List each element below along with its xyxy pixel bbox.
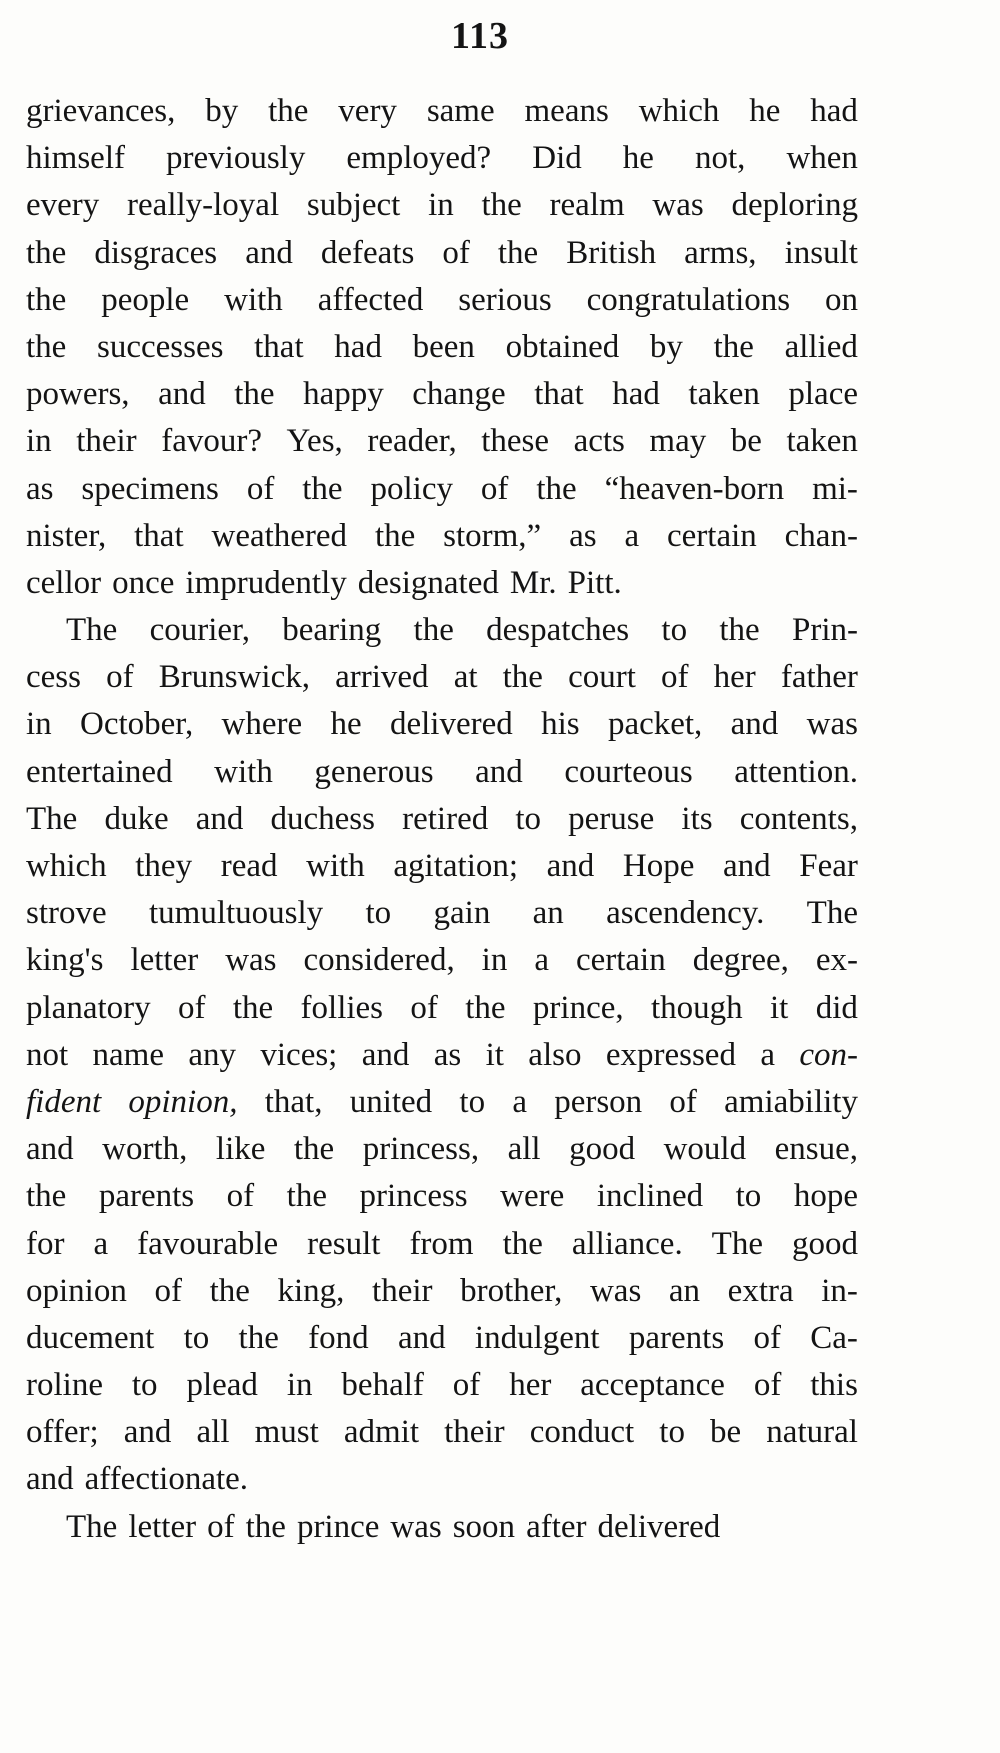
text-line: ducement to the fond and indulgent parents of Ca- [26, 1319, 858, 1356]
text-line: which they read with agitation; and Hope and Fear [26, 848, 858, 884]
text-line: offer; and all must admit their conduct to be natural [26, 1414, 858, 1451]
text-line: planatory of the follies of the prince, though it did [26, 989, 858, 1026]
text-line: himself previously employed? Did he not, when [26, 140, 858, 177]
text-line: strove tumultuously to gain an ascendency. The [26, 895, 858, 932]
text-line: cess of Brunswick, arrived at the court of her father [26, 659, 858, 696]
text-line: powers, and the happy change that had taken place [26, 376, 858, 413]
text-line: entertained with generous and courteous attention. [26, 753, 858, 790]
text-line: The duke and duchess retired to peruse its contents, [26, 800, 858, 837]
text-line: The courier, bearing the despatches to the Prin- [66, 612, 858, 649]
text-line: for a favourable result from the alliance. The good [26, 1225, 858, 1262]
text-line: in their favour? Yes, reader, these acts may be taken [26, 423, 858, 460]
text-line: every really-loyal subject in the realm was deploring [26, 187, 858, 224]
text-line: roline to plead in behalf of her acceptance of this [26, 1367, 858, 1404]
text-line: opinion of the king, their brother, was an extra in- [26, 1272, 858, 1309]
body-text [26, 88, 858, 1551]
text-line: The letter of the prince was soon after delivered [66, 1508, 721, 1545]
text-line: the parents of the princess were inclined to hope [26, 1178, 858, 1215]
text-line: nister, that weathered the storm,” as a certain chan- [26, 517, 858, 554]
page-number: 113 [451, 15, 509, 57]
text-line: the disgraces and defeats of the British arms, insult [26, 234, 858, 271]
text-line: grievances, by the very same means which he had [26, 93, 858, 129]
text-line: the people with affected serious congratulations on [26, 281, 858, 318]
text-line: the successes that had been obtained by the allied [26, 328, 858, 365]
text-line: cellor once imprudently designated Mr. Pitt. [26, 564, 622, 601]
text-line: fident opinion, that, united to a person of amiability [26, 1083, 858, 1120]
text-line: in October, where he delivered his packet, and was [26, 706, 858, 743]
text-line: as specimens of the policy of the “heaven-born mi- [26, 470, 858, 507]
text-line: and worth, like the princess, all good would ensue, [26, 1131, 858, 1168]
text-line: king's letter was considered, in a certain degree, ex- [26, 942, 858, 979]
text-line: not name any vices; and as it also expressed a con- [26, 1036, 858, 1073]
text-line: and affectionate. [26, 1461, 249, 1498]
